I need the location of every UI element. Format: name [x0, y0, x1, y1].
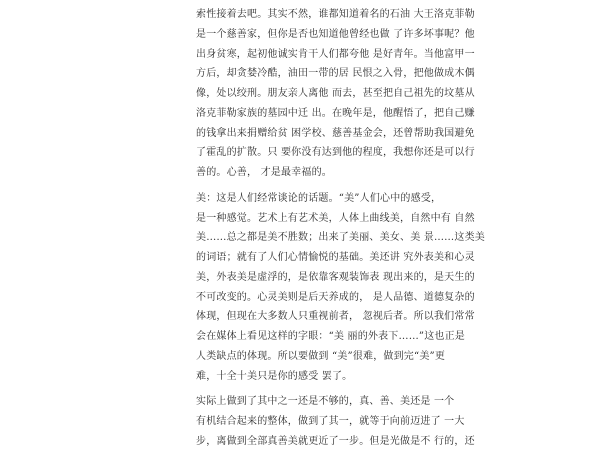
text-line: 步，离做到全部真善美就更近了一步。但是光做是不 行的，还 — [196, 435, 475, 447]
text-line: 的钱拿出来捐赠给贫 困学校、慈善基金会，还曾帮助我国避免 — [196, 127, 475, 139]
text-line: 难，十全十美只是你的感受 罢了。 — [196, 370, 353, 382]
text-line: 美……总之都是美不胜数；出来了美丽、美女、美 景……这类美 — [196, 232, 485, 244]
text-line: 是一种感觉。艺术上有艺术美，人体上曲线美，自然中有 自然 — [196, 212, 475, 224]
text-line: 索性接着去吧。其实不然，谁都知道着名的石油 大王洛克菲勒 — [196, 9, 475, 20]
text-line: 洛克菲勒家族的墓园中迁 出。在晚年是，他醒悟了，把自己赚 — [196, 107, 475, 119]
paragraph-beauty — [196, 189, 485, 387]
text-line: 是一个慈善家，但你是否也知道他曾经也做 了许多坏事呢？他 — [196, 28, 475, 40]
text-line: 有机结合起来的整体，做到了其一，就等于向前迈进了 一大 — [196, 416, 465, 427]
text-line: 了霍乱的扩散。只 要你没有达到他的程度，我想你还是可以行 — [196, 147, 475, 159]
text-line: 会在媒体上看见这样的字眼：“美 丽的外表下……”这也正是 — [196, 331, 466, 342]
text-line: 像，处以绞刑。朋友亲人离他 而去，甚至把自己祖先的坟墓从 — [196, 88, 475, 99]
article-text — [196, 5, 485, 452]
text-line: 善的。心善， 才是最幸福的。 — [196, 167, 332, 178]
text-line: 出身贫寒，起初他诚实肯干人们都夸他 是好青年。当他富甲一 — [196, 48, 475, 60]
text-line: 美，外表美是虚浮的，是依靠客观装饰表 现出来的，是天生的 — [196, 271, 475, 283]
text-line: 不可改变的。心灵美则是后天养成的， 是人品德、道德复杂的 — [196, 291, 475, 303]
text-line: 方后，却贪婪冷酷，油田一带的居 民恨之入骨，把他做成木偶 — [196, 68, 475, 80]
paragraph-rockefeller — [196, 5, 475, 183]
text-line: 人类缺点的体现。所以要做到 “美”很难，做到完“美”更 — [196, 350, 446, 362]
text-line: 体现，但现在大多数人只重视前者， 忽视后者。所以我们常常 — [196, 311, 475, 323]
text-line: 实际上做到了其中之一还是不够的，真、善、美还是 一个 — [196, 396, 455, 408]
text-line: 美：这是人们经常谈论的话题。“美”人们心中的感受， — [196, 192, 442, 204]
text-line: 的词语；就有了人们心情愉悦的基础。美还讲 究外表美和心灵 — [196, 252, 475, 263]
paragraph-conclusion — [196, 392, 475, 451]
